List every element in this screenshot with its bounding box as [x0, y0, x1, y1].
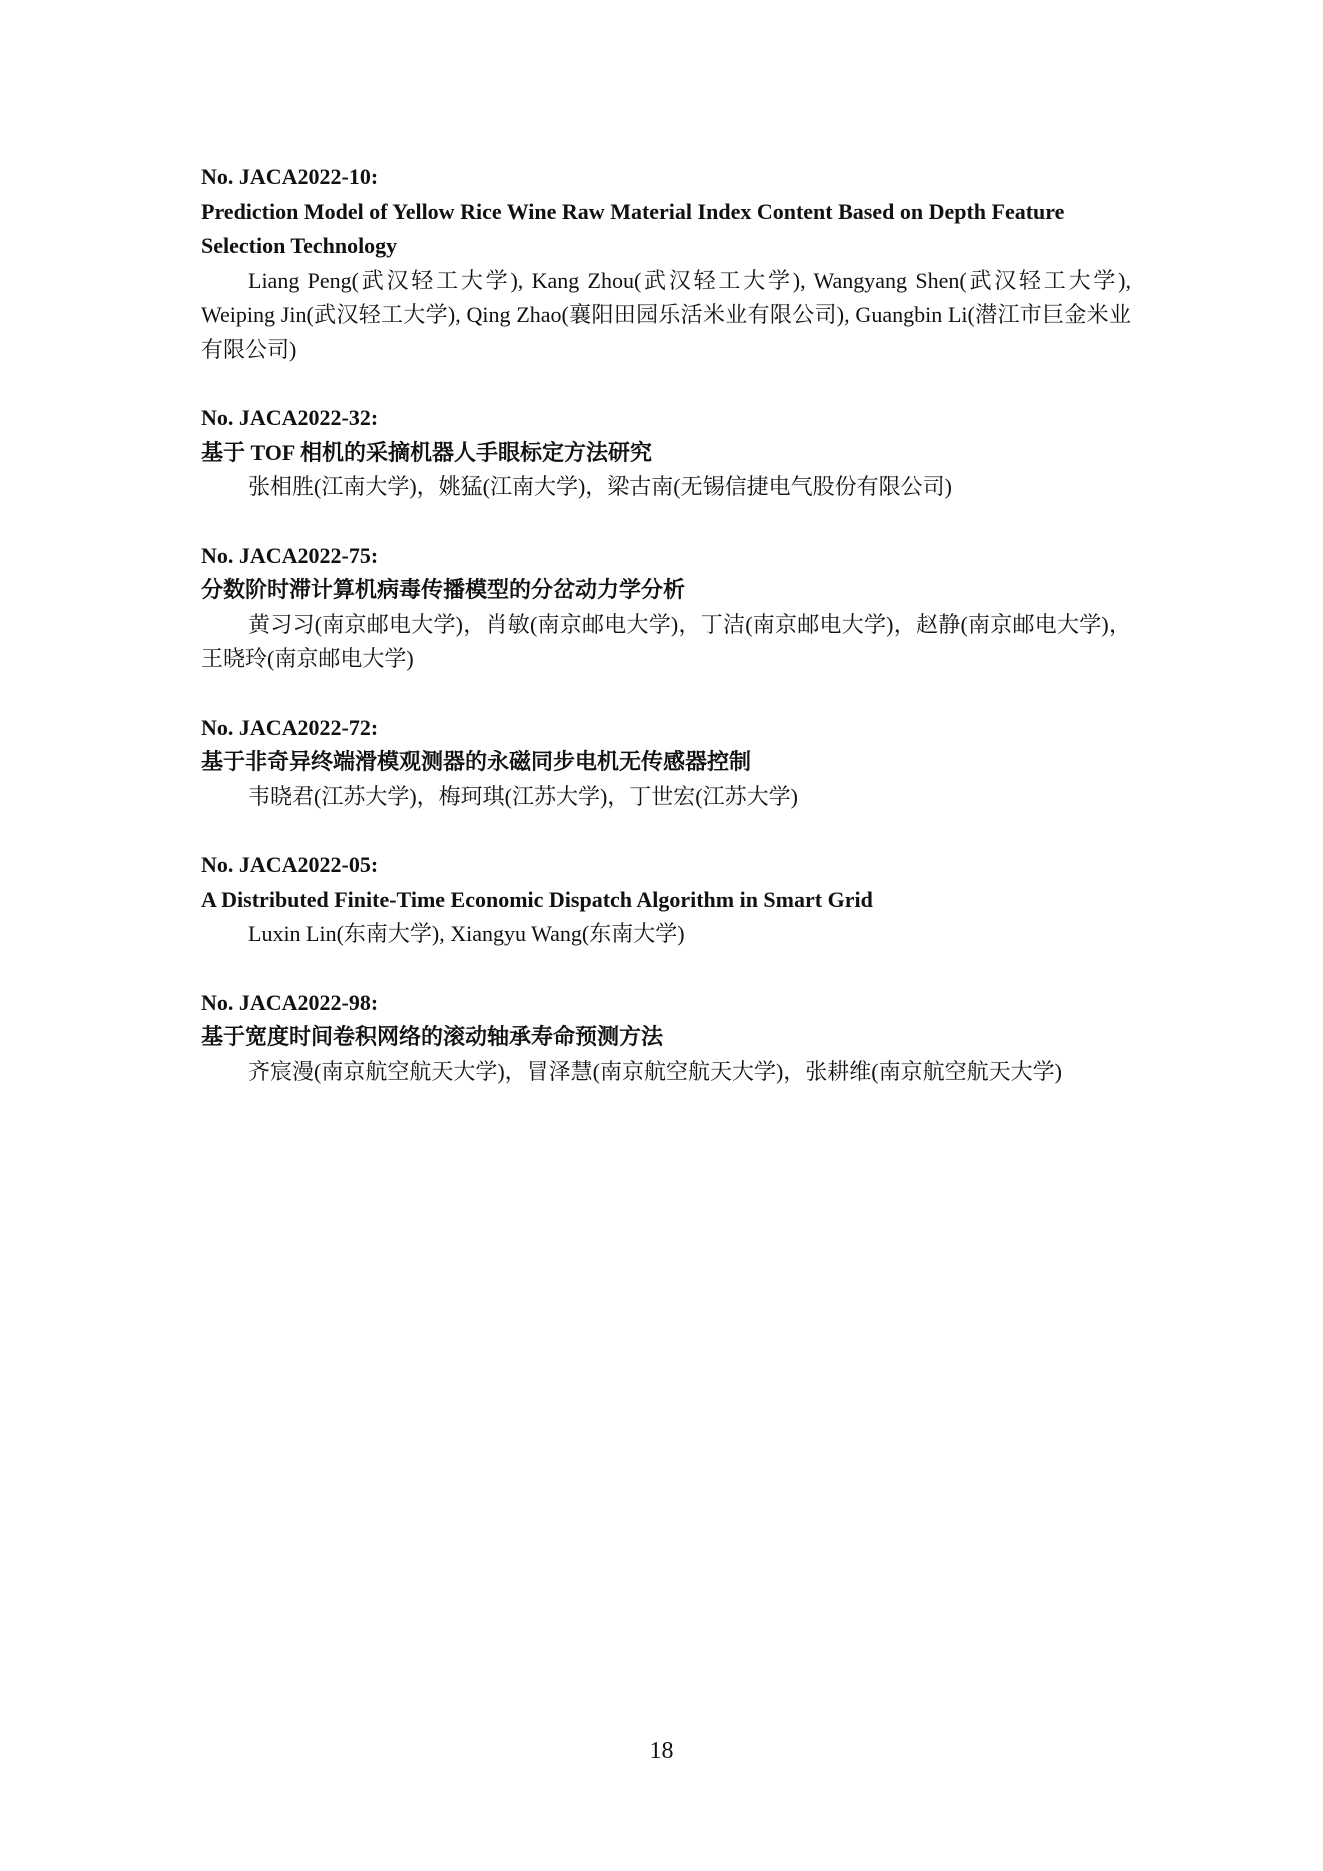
- entry: [201, 848, 1131, 952]
- entry-authors: Luxin Lin(东南大学), Xiangyu Wang(东南大学): [248, 921, 685, 946]
- entry: [201, 539, 1131, 677]
- entry-number: No. JACA2022-10:: [201, 164, 379, 189]
- entry-title: 基于非奇异终端滑模观测器的永磁同步电机无传感器控制: [201, 749, 752, 774]
- entry-title: 分数阶时滞计算机病毒传播模型的分岔动力学分析: [201, 577, 686, 602]
- entry: [201, 160, 1131, 367]
- entry-number: No. JACA2022-98:: [201, 989, 379, 1015]
- entry-authors: 齐宸漫(南京航空航天大学)，冒泽慧(南京航空航天大学)，张耕维(南京航空航天大学): [248, 1058, 1062, 1084]
- entry: [201, 986, 1131, 1090]
- entries-list: [201, 160, 1131, 1123]
- entry-title: 基于 TOF 相机的采摘机器人手眼标定方法研究: [201, 439, 653, 465]
- entry-number: No. JACA2022-72:: [201, 714, 379, 740]
- entry-authors: Liang Peng(武汉轻工大学), Kang Zhou(武汉轻工大学), Wangyang Shen(武汉轻工大学), Weiping Jin(武汉轻工大学), Qing Zhao(襄阳田园乐活米业有限公司), Guangbin Li(潜江市巨金米业有限公司): [201, 267, 1131, 362]
- entry-number: No. JACA2022-32:: [201, 405, 379, 430]
- entry-authors: 黄习习(南京邮电大学)，肖敏(南京邮电大学)，丁洁(南京邮电大学)，赵静(南京邮电大学)，王晓玲(南京邮电大学): [201, 611, 1131, 671]
- entry-title: Prediction Model of Yellow Rice Wine Raw Material Index Content Based on Depth Feature Selection Technology: [201, 198, 1065, 258]
- page-number: 18: [649, 1738, 674, 1764]
- entry: [201, 401, 1131, 505]
- entry: [201, 711, 1131, 815]
- entry-number: No. JACA2022-05:: [201, 852, 379, 877]
- entry-authors: 张相胜(江南大学)，姚猛(江南大学)，梁古南(无锡信捷电气股份有限公司): [248, 474, 952, 499]
- entry-title: A Distributed Finite-Time Economic Dispatch Algorithm in Smart Grid: [201, 886, 873, 912]
- entry-authors: 韦晓君(江苏大学)，梅珂琪(江苏大学)，丁世宏(江苏大学): [248, 783, 798, 809]
- entry-title: 基于宽度时间卷积网络的滚动轴承寿命预测方法: [201, 1024, 664, 1049]
- entry-number: No. JACA2022-75:: [201, 542, 379, 568]
